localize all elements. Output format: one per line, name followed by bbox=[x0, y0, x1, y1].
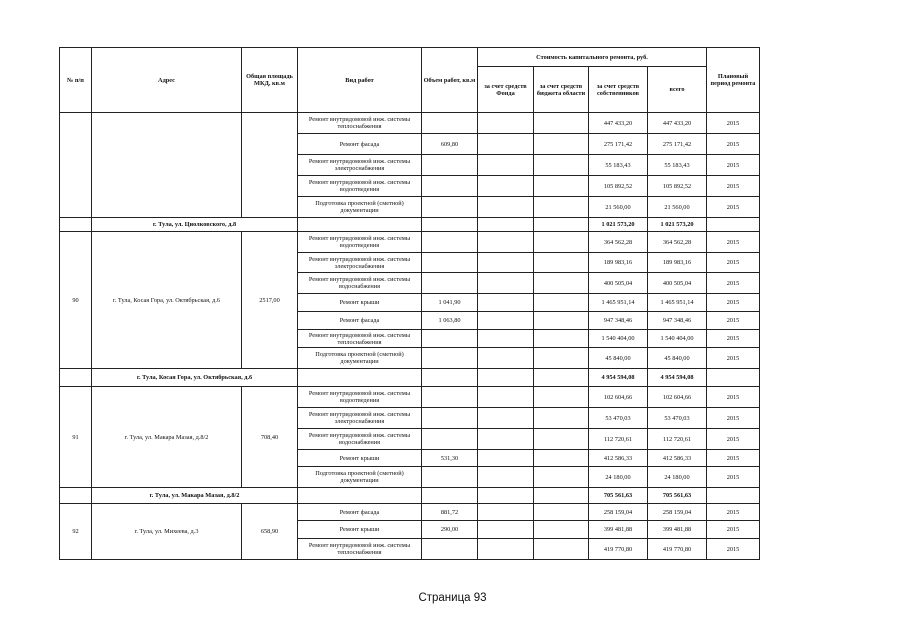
fund-cost-cell bbox=[478, 312, 534, 330]
total-cost-cell: 1 465 951,14 bbox=[648, 294, 707, 312]
owners-cost-cell: 447 433,20 bbox=[589, 113, 648, 134]
owners-cost-cell: 412 586,33 bbox=[589, 450, 648, 467]
subtotal-owners-cost: 705 561,63 bbox=[589, 488, 648, 504]
work-volume-cell bbox=[422, 232, 478, 253]
work-type-cell: Ремонт фасада bbox=[298, 134, 422, 155]
house-number-cell bbox=[60, 113, 92, 218]
capital-repair-table bbox=[59, 47, 760, 560]
header-address: Адрес bbox=[92, 48, 242, 113]
subtotal-address-label: г. Тула, Косая Гора, ул. Октябрьская, д.6 bbox=[92, 369, 298, 387]
total-cost-cell: 258 159,04 bbox=[648, 504, 707, 521]
work-volume-cell bbox=[422, 408, 478, 429]
subtotal-blank-cell bbox=[60, 488, 92, 504]
owners-cost-cell: 112 720,61 bbox=[589, 429, 648, 450]
repair-year-cell: 2015 bbox=[707, 348, 760, 369]
fund-cost-cell bbox=[478, 387, 534, 408]
total-cost-cell: 447 433,20 bbox=[648, 113, 707, 134]
repair-year-cell: 2015 bbox=[707, 504, 760, 521]
fund-cost-cell bbox=[478, 253, 534, 273]
regional-cost-cell bbox=[534, 113, 589, 134]
subtotal-owners-cost: 4 954 594,08 bbox=[589, 369, 648, 387]
house-area-cell: 658,90 bbox=[242, 504, 298, 560]
fund-cost-cell bbox=[478, 273, 534, 294]
work-type-cell: Ремонт фасада bbox=[298, 312, 422, 330]
fund-cost-cell bbox=[478, 521, 534, 539]
subtotal-volume-blank bbox=[422, 218, 478, 232]
work-volume-cell: 531,30 bbox=[422, 450, 478, 467]
fund-cost-cell bbox=[478, 330, 534, 348]
total-cost-cell: 112 720,61 bbox=[648, 429, 707, 450]
work-type-cell: Ремонт внутридомовой инж. системы теплоснабжения bbox=[298, 113, 422, 134]
work-type-cell: Ремонт фасада bbox=[298, 504, 422, 521]
total-cost-cell: 53 470,03 bbox=[648, 408, 707, 429]
owners-cost-cell: 21 560,00 bbox=[589, 197, 648, 218]
work-type-cell: Ремонт внутридомовой инж. системы электроснабжения bbox=[298, 155, 422, 176]
regional-cost-cell bbox=[534, 330, 589, 348]
repair-year-cell: 2015 bbox=[707, 330, 760, 348]
repair-year-cell: 2015 bbox=[707, 408, 760, 429]
house-area-cell bbox=[242, 113, 298, 218]
fund-cost-cell bbox=[478, 450, 534, 467]
owners-cost-cell: 275 171,42 bbox=[589, 134, 648, 155]
regional-cost-cell bbox=[534, 134, 589, 155]
regional-cost-cell bbox=[534, 273, 589, 294]
fund-cost-cell bbox=[478, 134, 534, 155]
work-volume-cell bbox=[422, 348, 478, 369]
regional-cost-cell bbox=[534, 504, 589, 521]
subtotal-blank-cell bbox=[60, 218, 92, 232]
subtotal-row bbox=[60, 369, 760, 387]
work-type-cell: Ремонт внутридомовой инж. системы электроснабжения bbox=[298, 253, 422, 273]
table-row bbox=[60, 504, 760, 521]
repair-year-cell: 2015 bbox=[707, 134, 760, 155]
work-type-cell: Ремонт внутридомовой инж. системы водоснабжения bbox=[298, 273, 422, 294]
total-cost-cell: 947 348,46 bbox=[648, 312, 707, 330]
table-row bbox=[60, 387, 760, 408]
regional-cost-cell bbox=[534, 232, 589, 253]
repair-year-cell: 2015 bbox=[707, 232, 760, 253]
work-volume-cell bbox=[422, 113, 478, 134]
regional-cost-cell bbox=[534, 429, 589, 450]
total-cost-cell: 419 770,80 bbox=[648, 539, 707, 560]
header-owners: за счет средств собственников bbox=[589, 67, 648, 113]
subtotal-row bbox=[60, 218, 760, 232]
subtotal-work-blank bbox=[298, 218, 422, 232]
total-cost-cell: 275 171,42 bbox=[648, 134, 707, 155]
subtotal-row bbox=[60, 488, 760, 504]
regional-cost-cell bbox=[534, 348, 589, 369]
subtotal-total-cost: 1 021 573,20 bbox=[648, 218, 707, 232]
house-address-cell: г. Тула, Косая Гора, ул. Октябрьская, д.6 bbox=[92, 232, 242, 369]
owners-cost-cell: 53 470,03 bbox=[589, 408, 648, 429]
work-type-cell: Подготовка проектной (сметной) документации bbox=[298, 348, 422, 369]
work-volume-cell bbox=[422, 539, 478, 560]
fund-cost-cell bbox=[478, 113, 534, 134]
regional-cost-cell bbox=[534, 253, 589, 273]
total-cost-cell: 364 562,28 bbox=[648, 232, 707, 253]
work-type-cell: Ремонт внутридомовой инж. системы водоснабжения bbox=[298, 429, 422, 450]
fund-cost-cell bbox=[478, 539, 534, 560]
subtotal-total-cost: 705 561,63 bbox=[648, 488, 707, 504]
owners-cost-cell: 105 892,52 bbox=[589, 176, 648, 197]
header-volume: Объем работ, кв.м bbox=[422, 48, 478, 113]
repair-year-cell: 2015 bbox=[707, 176, 760, 197]
work-volume-cell bbox=[422, 387, 478, 408]
header-area: Общая площадь МКД, кв.м bbox=[242, 48, 298, 113]
work-volume-cell: 609,80 bbox=[422, 134, 478, 155]
owners-cost-cell: 947 348,46 bbox=[589, 312, 648, 330]
total-cost-cell: 21 560,00 bbox=[648, 197, 707, 218]
subtotal-fund-blank bbox=[478, 488, 534, 504]
work-type-cell: Ремонт внутридомовой инж. системы теплоснабжения bbox=[298, 330, 422, 348]
regional-cost-cell bbox=[534, 197, 589, 218]
work-type-cell: Подготовка проектной (сметной) документации bbox=[298, 467, 422, 488]
owners-cost-cell: 1 540 404,00 bbox=[589, 330, 648, 348]
repair-year-cell: 2015 bbox=[707, 253, 760, 273]
total-cost-cell: 24 180,00 bbox=[648, 467, 707, 488]
subtotal-volume-blank bbox=[422, 369, 478, 387]
work-volume-cell bbox=[422, 330, 478, 348]
regional-cost-cell bbox=[534, 467, 589, 488]
owners-cost-cell: 45 840,00 bbox=[589, 348, 648, 369]
regional-cost-cell bbox=[534, 155, 589, 176]
subtotal-regional-blank bbox=[534, 369, 589, 387]
fund-cost-cell bbox=[478, 197, 534, 218]
table-body bbox=[60, 113, 760, 560]
work-volume-cell bbox=[422, 429, 478, 450]
subtotal-owners-cost: 1 021 573,20 bbox=[589, 218, 648, 232]
owners-cost-cell: 364 562,28 bbox=[589, 232, 648, 253]
fund-cost-cell bbox=[478, 294, 534, 312]
fund-cost-cell bbox=[478, 232, 534, 253]
total-cost-cell: 189 983,16 bbox=[648, 253, 707, 273]
work-type-cell: Ремонт внутридомовой инж. системы теплоснабжения bbox=[298, 539, 422, 560]
subtotal-work-blank bbox=[298, 488, 422, 504]
work-type-cell: Ремонт внутридомовой инж. системы водоотведения bbox=[298, 387, 422, 408]
subtotal-address-label: г. Тула, ул. Макара Мазая, д.8/2 bbox=[92, 488, 298, 504]
regional-cost-cell bbox=[534, 539, 589, 560]
header-work-type: Вид работ bbox=[298, 48, 422, 113]
work-volume-cell bbox=[422, 253, 478, 273]
regional-cost-cell bbox=[534, 294, 589, 312]
fund-cost-cell bbox=[478, 429, 534, 450]
table-row bbox=[60, 113, 760, 134]
total-cost-cell: 400 505,04 bbox=[648, 273, 707, 294]
house-area-cell: 708,40 bbox=[242, 387, 298, 488]
regional-cost-cell bbox=[534, 387, 589, 408]
header-num: № п/п bbox=[60, 48, 92, 113]
subtotal-work-blank bbox=[298, 369, 422, 387]
header-period: Плановый период ремонта bbox=[707, 48, 760, 113]
fund-cost-cell bbox=[478, 408, 534, 429]
house-address-cell: г. Тула, ул. Михеева, д.3 bbox=[92, 504, 242, 560]
owners-cost-cell: 258 159,04 bbox=[589, 504, 648, 521]
work-type-cell: Ремонт крыши bbox=[298, 294, 422, 312]
work-volume-cell: 881,72 bbox=[422, 504, 478, 521]
work-type-cell: Ремонт крыши bbox=[298, 450, 422, 467]
page-number: Страница 93 bbox=[418, 592, 487, 604]
work-type-cell: Ремонт внутридомовой инж. системы водоотведения bbox=[298, 176, 422, 197]
total-cost-cell: 412 586,33 bbox=[648, 450, 707, 467]
owners-cost-cell: 1 465 951,14 bbox=[589, 294, 648, 312]
work-type-cell: Подготовка проектной (сметной) документации bbox=[298, 197, 422, 218]
subtotal-blank-cell bbox=[60, 369, 92, 387]
subtotal-regional-blank bbox=[534, 218, 589, 232]
total-cost-cell: 55 183,43 bbox=[648, 155, 707, 176]
owners-cost-cell: 24 180,00 bbox=[589, 467, 648, 488]
repair-year-cell: 2015 bbox=[707, 273, 760, 294]
repair-year-cell: 2015 bbox=[707, 294, 760, 312]
total-cost-cell: 45 840,00 bbox=[648, 348, 707, 369]
owners-cost-cell: 55 183,43 bbox=[589, 155, 648, 176]
work-volume-cell bbox=[422, 197, 478, 218]
table-row bbox=[60, 232, 760, 253]
repair-year-cell: 2015 bbox=[707, 155, 760, 176]
house-number-cell: 90 bbox=[60, 232, 92, 369]
subtotal-total-cost: 4 954 594,08 bbox=[648, 369, 707, 387]
repair-year-cell: 2015 bbox=[707, 387, 760, 408]
regional-cost-cell bbox=[534, 521, 589, 539]
work-type-cell: Ремонт внутридомовой инж. системы водоотведения bbox=[298, 232, 422, 253]
regional-cost-cell bbox=[534, 408, 589, 429]
subtotal-fund-blank bbox=[478, 369, 534, 387]
work-volume-cell bbox=[422, 176, 478, 197]
header-regional: за счет средств бюджета области bbox=[534, 67, 589, 113]
house-address-cell bbox=[92, 113, 242, 218]
repair-year-cell: 2015 bbox=[707, 197, 760, 218]
subtotal-address-label: г. Тула, ул. Циолковского, д.8 bbox=[92, 218, 298, 232]
repair-year-cell: 2015 bbox=[707, 539, 760, 560]
work-type-cell: Ремонт внутридомовой инж. системы электроснабжения bbox=[298, 408, 422, 429]
fund-cost-cell bbox=[478, 155, 534, 176]
fund-cost-cell bbox=[478, 176, 534, 197]
work-volume-cell: 290,00 bbox=[422, 521, 478, 539]
header-total: всего bbox=[648, 67, 707, 113]
total-cost-cell: 105 892,52 bbox=[648, 176, 707, 197]
repair-year-cell: 2015 bbox=[707, 467, 760, 488]
regional-cost-cell bbox=[534, 176, 589, 197]
owners-cost-cell: 189 983,16 bbox=[589, 253, 648, 273]
subtotal-fund-blank bbox=[478, 218, 534, 232]
header-cost-group: Стоимость капитального ремонта, руб. bbox=[478, 48, 707, 67]
repair-year-cell: 2015 bbox=[707, 312, 760, 330]
repair-year-cell: 2015 bbox=[707, 450, 760, 467]
owners-cost-cell: 419 770,80 bbox=[589, 539, 648, 560]
work-type-cell: Ремонт крыши bbox=[298, 521, 422, 539]
work-volume-cell bbox=[422, 467, 478, 488]
owners-cost-cell: 400 505,04 bbox=[589, 273, 648, 294]
subtotal-year-blank bbox=[707, 488, 760, 504]
regional-cost-cell bbox=[534, 312, 589, 330]
repair-year-cell: 2015 bbox=[707, 521, 760, 539]
total-cost-cell: 399 481,88 bbox=[648, 521, 707, 539]
house-number-cell: 91 bbox=[60, 387, 92, 488]
repair-year-cell: 2015 bbox=[707, 429, 760, 450]
owners-cost-cell: 102 604,66 bbox=[589, 387, 648, 408]
fund-cost-cell bbox=[478, 467, 534, 488]
work-volume-cell bbox=[422, 273, 478, 294]
work-volume-cell: 1 041,90 bbox=[422, 294, 478, 312]
owners-cost-cell: 399 481,88 bbox=[589, 521, 648, 539]
house-number-cell: 92 bbox=[60, 504, 92, 560]
house-address-cell: г. Тула, ул. Макара Мазая, д.8/2 bbox=[92, 387, 242, 488]
total-cost-cell: 102 604,66 bbox=[648, 387, 707, 408]
work-volume-cell: 1 063,80 bbox=[422, 312, 478, 330]
subtotal-volume-blank bbox=[422, 488, 478, 504]
house-area-cell: 2517,00 bbox=[242, 232, 298, 369]
work-volume-cell bbox=[422, 155, 478, 176]
header-fund: за счет средств Фонда bbox=[478, 67, 534, 113]
subtotal-regional-blank bbox=[534, 488, 589, 504]
repair-year-cell: 2015 bbox=[707, 113, 760, 134]
subtotal-year-blank bbox=[707, 218, 760, 232]
regional-cost-cell bbox=[534, 450, 589, 467]
fund-cost-cell bbox=[478, 504, 534, 521]
subtotal-year-blank bbox=[707, 369, 760, 387]
total-cost-cell: 1 540 404,00 bbox=[648, 330, 707, 348]
fund-cost-cell bbox=[478, 348, 534, 369]
